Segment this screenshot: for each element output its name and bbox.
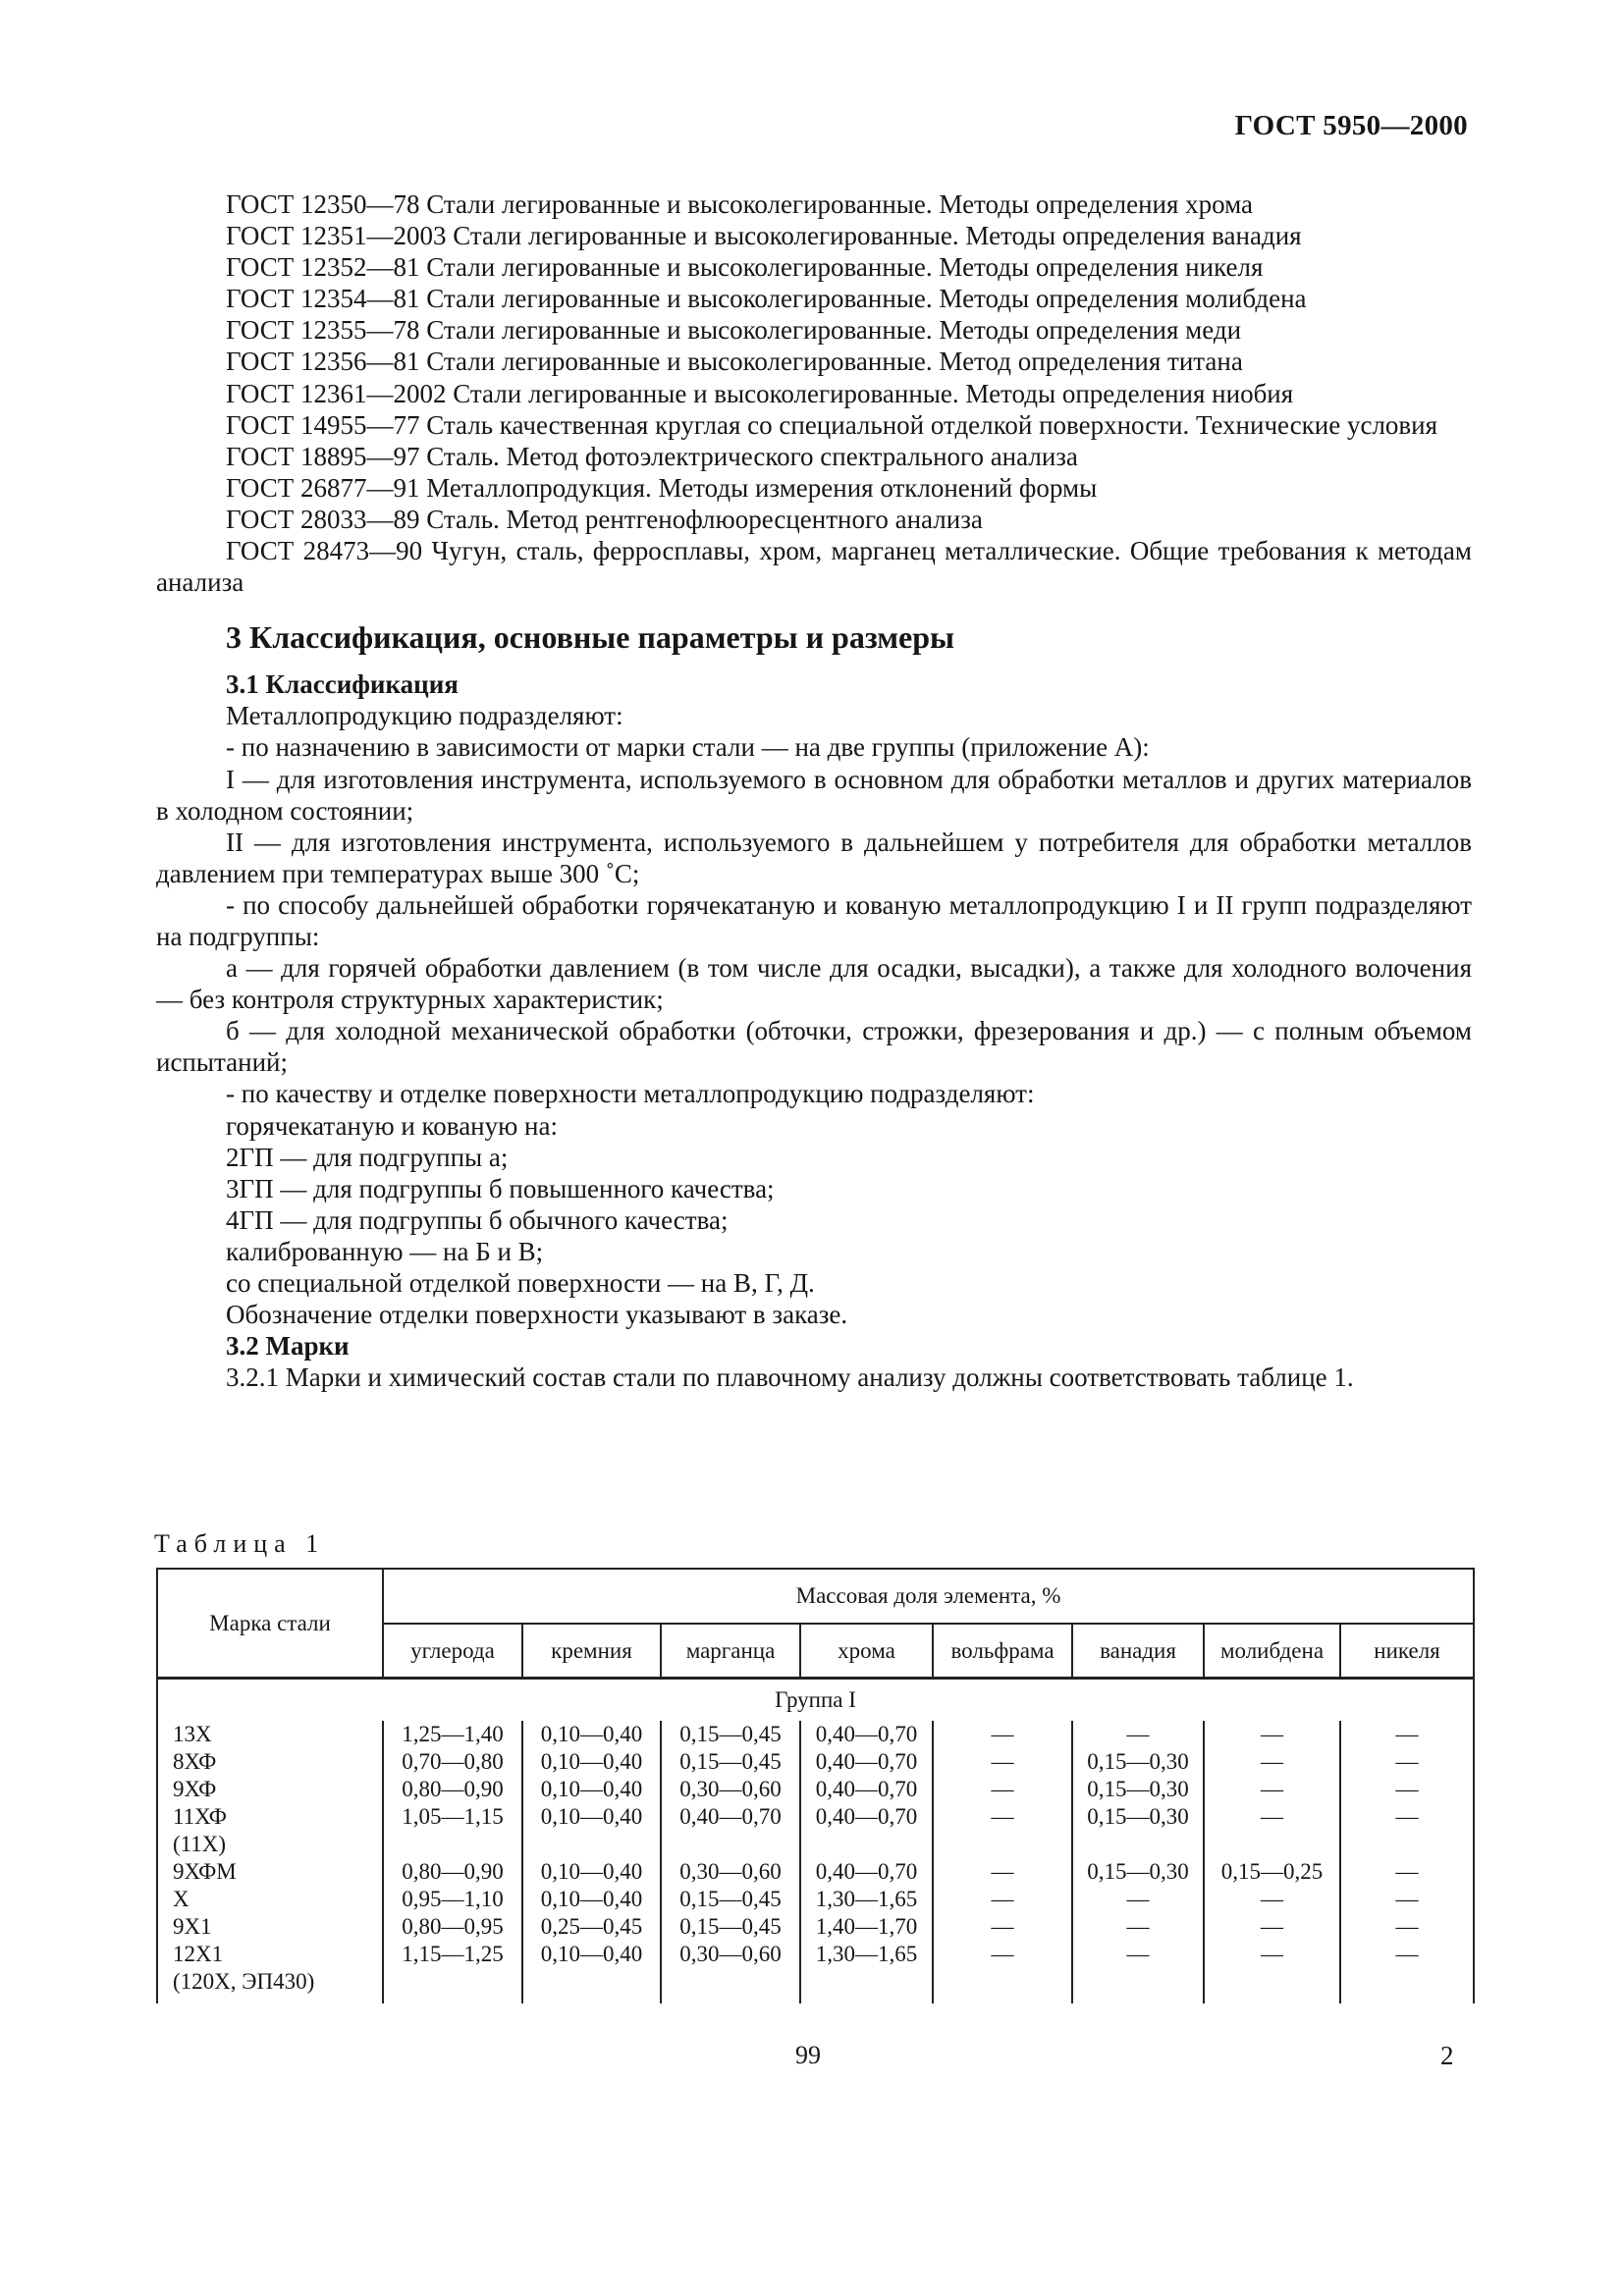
classification-paragraph: 3ГП — для подгруппы б повышенного качества; [226, 1173, 775, 1203]
composition-cell: 0,15—0,45 [661, 1913, 800, 1941]
steel-grade-cell: (11Х) [157, 1831, 383, 1858]
classification-paragraphs [156, 700, 1472, 1330]
composition-cell: 1,15—1,25 [383, 1941, 522, 1968]
composition-cell [661, 1968, 800, 2003]
table-row [157, 1913, 1474, 1941]
table-row [157, 1803, 1474, 1831]
composition-cell: 0,40—0,70 [800, 1803, 933, 1831]
composition-cell: — [933, 1721, 1072, 1748]
table-caption: Таблица 1 [154, 1529, 326, 1558]
composition-cell [800, 1831, 933, 1858]
element-column-header: никеля [1340, 1624, 1474, 1679]
classification-paragraph: со специальной отделкой поверхности — на В, Г, Д. [226, 1268, 815, 1298]
document-body [156, 188, 1472, 1393]
composition-cell [800, 1968, 933, 2003]
composition-cell: — [1340, 1803, 1474, 1831]
normative-reference: ГОСТ 26877—91 Металлопродукция. Методы измерения отклонений формы [226, 472, 1098, 503]
composition-cell: 0,70—0,80 [383, 1748, 522, 1776]
subsection-3-1-heading: 3.1 Классификация [226, 669, 459, 700]
steel-grade-cell: 9Х1 [157, 1913, 383, 1941]
classification-paragraph: I — для изготовления инструмента, используемого в основном для обработки металлов и других материалов в холодном состоянии; [156, 764, 1472, 826]
composition-cell: — [1204, 1886, 1340, 1913]
composition-cell: — [1072, 1886, 1204, 1913]
composition-cell: 0,40—0,70 [800, 1721, 933, 1748]
composition-cell: 0,80—0,90 [383, 1858, 522, 1886]
composition-cell [933, 1968, 1072, 2003]
composition-cell [522, 1831, 661, 1858]
steel-grade-cell: 9ХФМ [157, 1858, 383, 1886]
steel-grade-cell: 12Х1 [157, 1941, 383, 1968]
composition-cell: 0,15—0,45 [661, 1886, 800, 1913]
composition-cell [1072, 1968, 1204, 2003]
table-row [157, 1748, 1474, 1776]
composition-cell [1204, 1968, 1340, 2003]
composition-cell: 0,40—0,70 [800, 1858, 933, 1886]
composition-cell: — [933, 1858, 1072, 1886]
classification-paragraph: калиброванную — на Б и В; [226, 1236, 544, 1266]
normative-reference: ГОСТ 12351—2003 Стали легированные и высоколегированные. Методы определения ванадия [226, 221, 1302, 251]
normative-reference: ГОСТ 12352—81 Стали легированные и высоколегированные. Методы определения никеля [226, 252, 1264, 283]
composition-cell [383, 1831, 522, 1858]
steel-grade-cell: (120Х, ЭП430) [157, 1968, 383, 2003]
composition-cell: 0,10—0,40 [522, 1858, 661, 1886]
classification-paragraph: 4ГП — для подгруппы б обычного качества; [226, 1204, 729, 1235]
composition-cell: — [1340, 1941, 1474, 1968]
standard-designation: ГОСТ 5950—2000 [1234, 110, 1468, 141]
table-row [157, 1968, 1474, 2003]
sheet-number: 2 [1440, 2041, 1454, 2070]
composition-cell: — [1204, 1913, 1340, 1941]
element-column-header: хрома [800, 1624, 933, 1679]
composition-cell: 0,25—0,45 [522, 1913, 661, 1941]
normative-reference: ГОСТ 12354—81 Стали легированные и высоколегированные. Методы определения молибдена [226, 284, 1307, 314]
composition-cell: 0,80—0,90 [383, 1776, 522, 1803]
group-label: Группа I [157, 1679, 1474, 1722]
composition-cell: 0,15—0,30 [1072, 1748, 1204, 1776]
normative-reference: ГОСТ 12361—2002 Стали легированные и высоколегированные. Методы определения ниобия [226, 378, 1294, 408]
composition-cell: — [1340, 1886, 1474, 1913]
composition-cell [383, 1968, 522, 2003]
normative-reference: ГОСТ 18895—97 Сталь. Метод фотоэлектрического спектрального анализа [226, 441, 1078, 471]
composition-cell: — [933, 1913, 1072, 1941]
composition-cell: 0,80—0,95 [383, 1913, 522, 1941]
classification-paragraph: Обозначение отделки поверхности указывают в заказе. [226, 1300, 848, 1330]
classification-paragraph: 2ГП — для подгруппы а; [226, 1142, 509, 1172]
composition-cell: 1,30—1,65 [800, 1941, 933, 1968]
classification-paragraph: - по качеству и отделке поверхности металлопродукцию подразделяют: [226, 1079, 1035, 1109]
composition-cell: 0,30—0,60 [661, 1776, 800, 1803]
composition-cell: 1,25—1,40 [383, 1721, 522, 1748]
steel-grade-cell: 11ХФ [157, 1803, 383, 1831]
steel-grade-cell: 9ХФ [157, 1776, 383, 1803]
composition-cell [1072, 1831, 1204, 1858]
table-row [157, 1831, 1474, 1858]
composition-cell [661, 1831, 800, 1858]
normative-references-list [156, 188, 1472, 598]
composition-cell: — [1340, 1721, 1474, 1748]
composition-cell: 0,10—0,40 [522, 1776, 661, 1803]
composition-cell: 0,10—0,40 [522, 1721, 661, 1748]
composition-cell: 0,15—0,25 [1204, 1858, 1340, 1886]
normative-reference: ГОСТ 12350—78 Стали легированные и высоколегированные. Методы определения хрома [226, 189, 1254, 219]
normative-reference: ГОСТ 12356—81 Стали легированные и высоколегированные. Метод определения титана [226, 347, 1243, 377]
composition-cell: 1,40—1,70 [800, 1913, 933, 1941]
composition-cell: 1,30—1,65 [800, 1886, 933, 1913]
composition-cell: — [933, 1748, 1072, 1776]
classification-paragraph: б — для холодной механической обработки (обточки, строжки, фрезерования и др.) — с полным объемом испытаний; [156, 1016, 1472, 1078]
composition-cell: 0,10—0,40 [522, 1886, 661, 1913]
composition-cell: — [933, 1941, 1072, 1968]
composition-cell: — [1204, 1941, 1340, 1968]
composition-cell: 0,10—0,40 [522, 1941, 661, 1968]
element-column-header: ванадия [1072, 1624, 1204, 1679]
composition-cell: — [933, 1886, 1072, 1913]
element-column-header: марганца [661, 1624, 800, 1679]
normative-reference: ГОСТ 28473—90 Чугун, сталь, ферросплавы, хром, марганец металлические. Общие требования к методам анализа [156, 536, 1472, 598]
composition-cell: — [1204, 1803, 1340, 1831]
composition-cell: 0,40—0,70 [800, 1776, 933, 1803]
composition-cell: 0,40—0,70 [800, 1748, 933, 1776]
composition-cell: — [933, 1803, 1072, 1831]
composition-cell: 0,30—0,60 [661, 1941, 800, 1968]
normative-reference: ГОСТ 14955—77 Сталь качественная круглая со специальной отделкой поверхности. Технические условия [226, 409, 1438, 440]
composition-cell: — [1072, 1913, 1204, 1941]
composition-cell: 0,10—0,40 [522, 1748, 661, 1776]
table-row [157, 1776, 1474, 1803]
composition-cell: — [1340, 1776, 1474, 1803]
table-row [157, 1941, 1474, 1968]
table-row [157, 1721, 1474, 1748]
element-column-header: углерода [383, 1624, 522, 1679]
steel-grade-cell: 13Х [157, 1721, 383, 1748]
classification-paragraph: II — для изготовления инструмента, используемого в дальнейшем у потребителя для обработки металлов давлением при температурах выше 300 ˚С; [156, 827, 1472, 888]
composition-cell: 0,95—1,10 [383, 1886, 522, 1913]
composition-cell: 0,15—0,30 [1072, 1776, 1204, 1803]
grade-column-header: Марка стали [157, 1569, 383, 1679]
composition-cell: 0,15—0,45 [661, 1721, 800, 1748]
table-row [157, 1886, 1474, 1913]
composition-cell: — [1072, 1721, 1204, 1748]
steel-grade-cell: Х [157, 1886, 383, 1913]
composition-cell: 0,15—0,30 [1072, 1858, 1204, 1886]
element-column-header: молибдена [1204, 1624, 1340, 1679]
clause-3-2-1: 3.2.1 Марки и химический состав стали по плавочному анализу должны соответствовать таблице 1. [226, 1362, 1354, 1393]
mass-fraction-header: Массовая доля элемента, % [383, 1569, 1474, 1624]
page-number: 99 [795, 2041, 821, 2069]
classification-paragraph: - по способу дальнейшей обработки горячекатаную и кованую металлопродукцию I и II групп подразделяют на подгруппы: [156, 889, 1472, 951]
steel-grade-cell: 8ХФ [157, 1748, 383, 1776]
composition-cell [933, 1831, 1072, 1858]
classification-paragraph: Металлопродукцию подразделяют: [226, 701, 623, 731]
section-3-heading: 3 Классификация, основные параметры и размеры [226, 619, 955, 656]
composition-cell: — [1204, 1721, 1340, 1748]
composition-cell [1340, 1968, 1474, 2003]
composition-cell: 0,30—0,60 [661, 1858, 800, 1886]
composition-cell: — [1340, 1913, 1474, 1941]
element-column-header: кремния [522, 1624, 661, 1679]
composition-cell [1340, 1831, 1474, 1858]
composition-cell: — [933, 1776, 1072, 1803]
composition-cell: — [1204, 1748, 1340, 1776]
composition-cell: 0,10—0,40 [522, 1803, 661, 1831]
normative-reference: ГОСТ 28033—89 Сталь. Метод рентгенофлюоресцентного анализа [226, 504, 983, 534]
table-row [157, 1858, 1474, 1886]
composition-cell: 0,40—0,70 [661, 1803, 800, 1831]
composition-cell [522, 1968, 661, 2003]
classification-paragraph: горячекатаную и кованую на: [226, 1110, 558, 1141]
composition-cell: — [1340, 1748, 1474, 1776]
composition-cell: 0,15—0,30 [1072, 1803, 1204, 1831]
element-column-header: вольфрама [933, 1624, 1072, 1679]
composition-cell: — [1340, 1858, 1474, 1886]
composition-cell: — [1204, 1776, 1340, 1803]
classification-paragraph: а — для горячей обработки давлением (в том числе для осадки, высадки), а также для холодного волочения — без контроля структурных характеристик; [156, 953, 1472, 1015]
composition-cell: 1,05—1,15 [383, 1803, 522, 1831]
composition-cell [1204, 1831, 1340, 1858]
chemical-composition-table [156, 1568, 1475, 2003]
classification-paragraph: - по назначению в зависимости от марки стали — на две группы (приложение А): [226, 732, 1150, 763]
composition-cell: — [1072, 1941, 1204, 1968]
normative-reference: ГОСТ 12355—78 Стали легированные и высоколегированные. Методы определения меди [226, 315, 1242, 346]
subsection-3-2-heading: 3.2 Марки [226, 1331, 350, 1362]
composition-cell: 0,15—0,45 [661, 1748, 800, 1776]
